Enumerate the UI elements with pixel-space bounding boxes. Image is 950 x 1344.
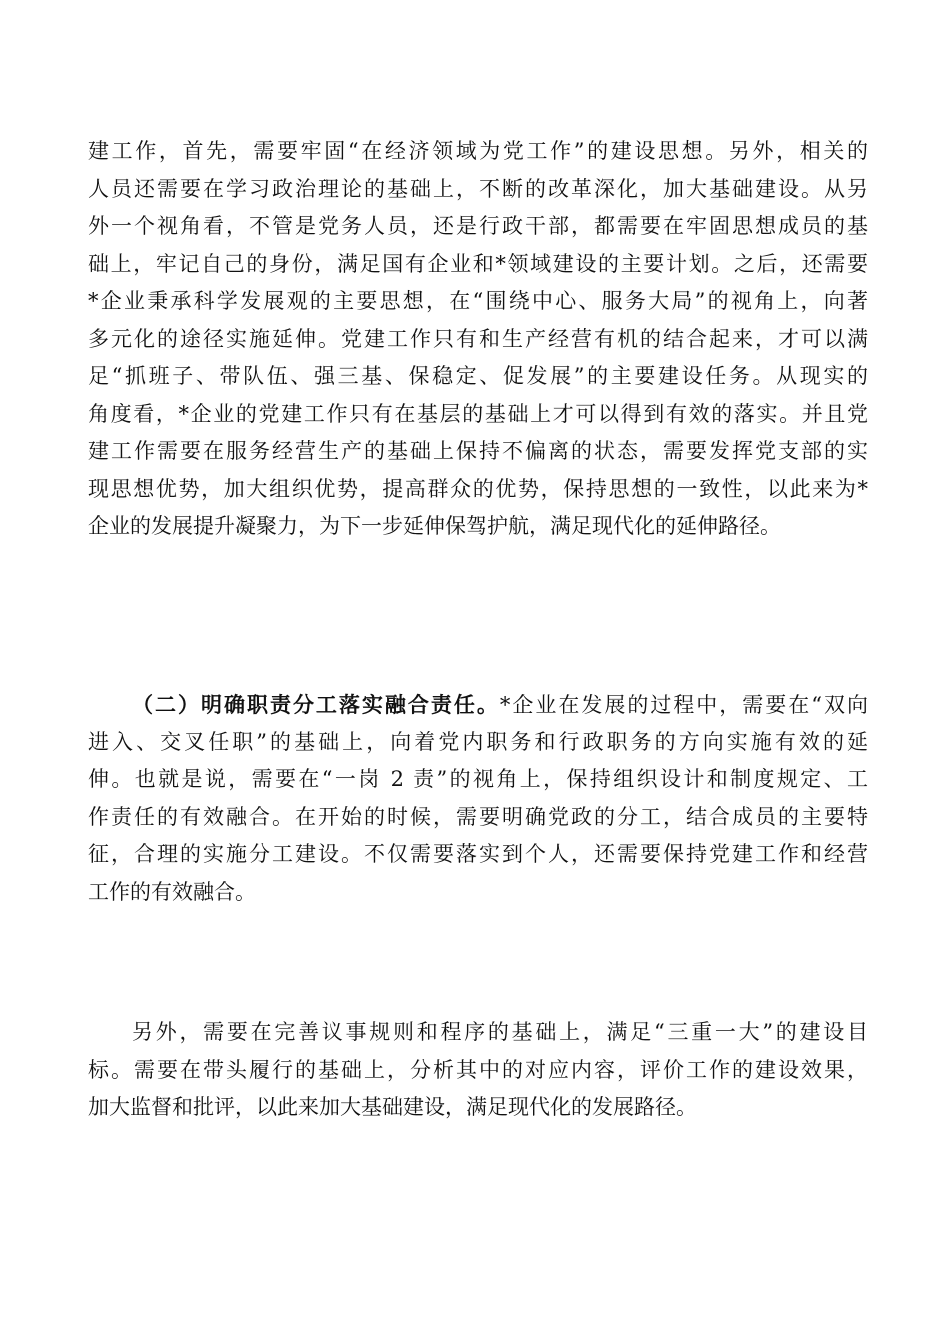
paragraph-line: 足“抓班子、带队伍、强三基、保稳定、促发展”的主要建设任务。从现实的	[88, 364, 868, 388]
paragraph-2	[88, 686, 868, 911]
paragraph-line: 人员还需要在学习政治理论的基础上，不断的改革深化，加大基础建设。从另	[88, 176, 868, 201]
paragraph-line: 进入、交叉任职”的基础上，向着党内职务和行政职务的方向实施有效的延	[88, 729, 868, 754]
paragraph-line-rest: *企业在发展的过程中，需要在“双向	[499, 693, 868, 717]
paragraph-line: 础上，牢记自己的身份，满足国有企业和*领域建设的主要计划。之后，还需要	[88, 251, 868, 276]
paragraph-line: 标。需要在带头履行的基础上，分析其中的对应内容，评价工作的建设效果，	[88, 1057, 868, 1082]
paragraph-line: 角度看，*企业的党建工作只有在基层的基础上才可以得到有效的落实。并且党	[88, 401, 868, 426]
paragraph-line: 另外，需要在完善议事规则和程序的基础上，满足“三重一大”的建设目	[132, 1020, 868, 1044]
paragraph-3	[88, 1014, 868, 1127]
paragraph-line: 伸。也就是说，需要在“一岗 2 责”的视角上，保持组织设计和制度规定、工	[88, 767, 868, 791]
paragraph-line: 建工作，首先，需要牢固“在经济领域为党工作”的建设思想。另外，相关的	[88, 139, 868, 163]
paragraph-line: 多元化的途径实施延伸。党建工作只有和生产经营有机的结合起来，才可以满	[88, 326, 868, 351]
paragraph-line: 建工作需要在服务经营生产的基础上保持不偏离的状态，需要发挥党支部的实	[88, 439, 868, 463]
paragraph-line: 企业的发展提升凝聚力，为下一步延伸保驾护航，满足现代化的延伸路径。	[88, 514, 781, 538]
paragraph-line: 工作的有效融合。	[88, 879, 256, 904]
section-heading: （二）明确职责分工落实融合责任。	[132, 692, 500, 717]
paragraph-line: *企业秉承科学发展观的主要思想，在“围绕中心、服务大局”的视角上，向著	[88, 289, 868, 313]
paragraph-line: 外一个视角看，不管是党务人员，还是行政干部，都需要在牢固思想成员的基	[88, 214, 868, 238]
paragraph-line: 作责任的有效融合。在开始的时候，需要明确党政的分工，结合成员的主要特	[88, 804, 868, 829]
paragraph-line: 加大监督和批评，以此来加大基础建设，满足现代化的发展路径。	[88, 1095, 697, 1119]
paragraph-line: 征，合理的实施分工建设。不仅需要落实到个人，还需要保持党建工作和经营	[88, 842, 868, 866]
paragraph-line: 现思想优势，加大组织优势，提高群众的优势，保持思想的一致性，以此来为*	[88, 476, 868, 501]
paragraph-first-line	[88, 686, 868, 724]
paragraph-1	[88, 133, 868, 546]
